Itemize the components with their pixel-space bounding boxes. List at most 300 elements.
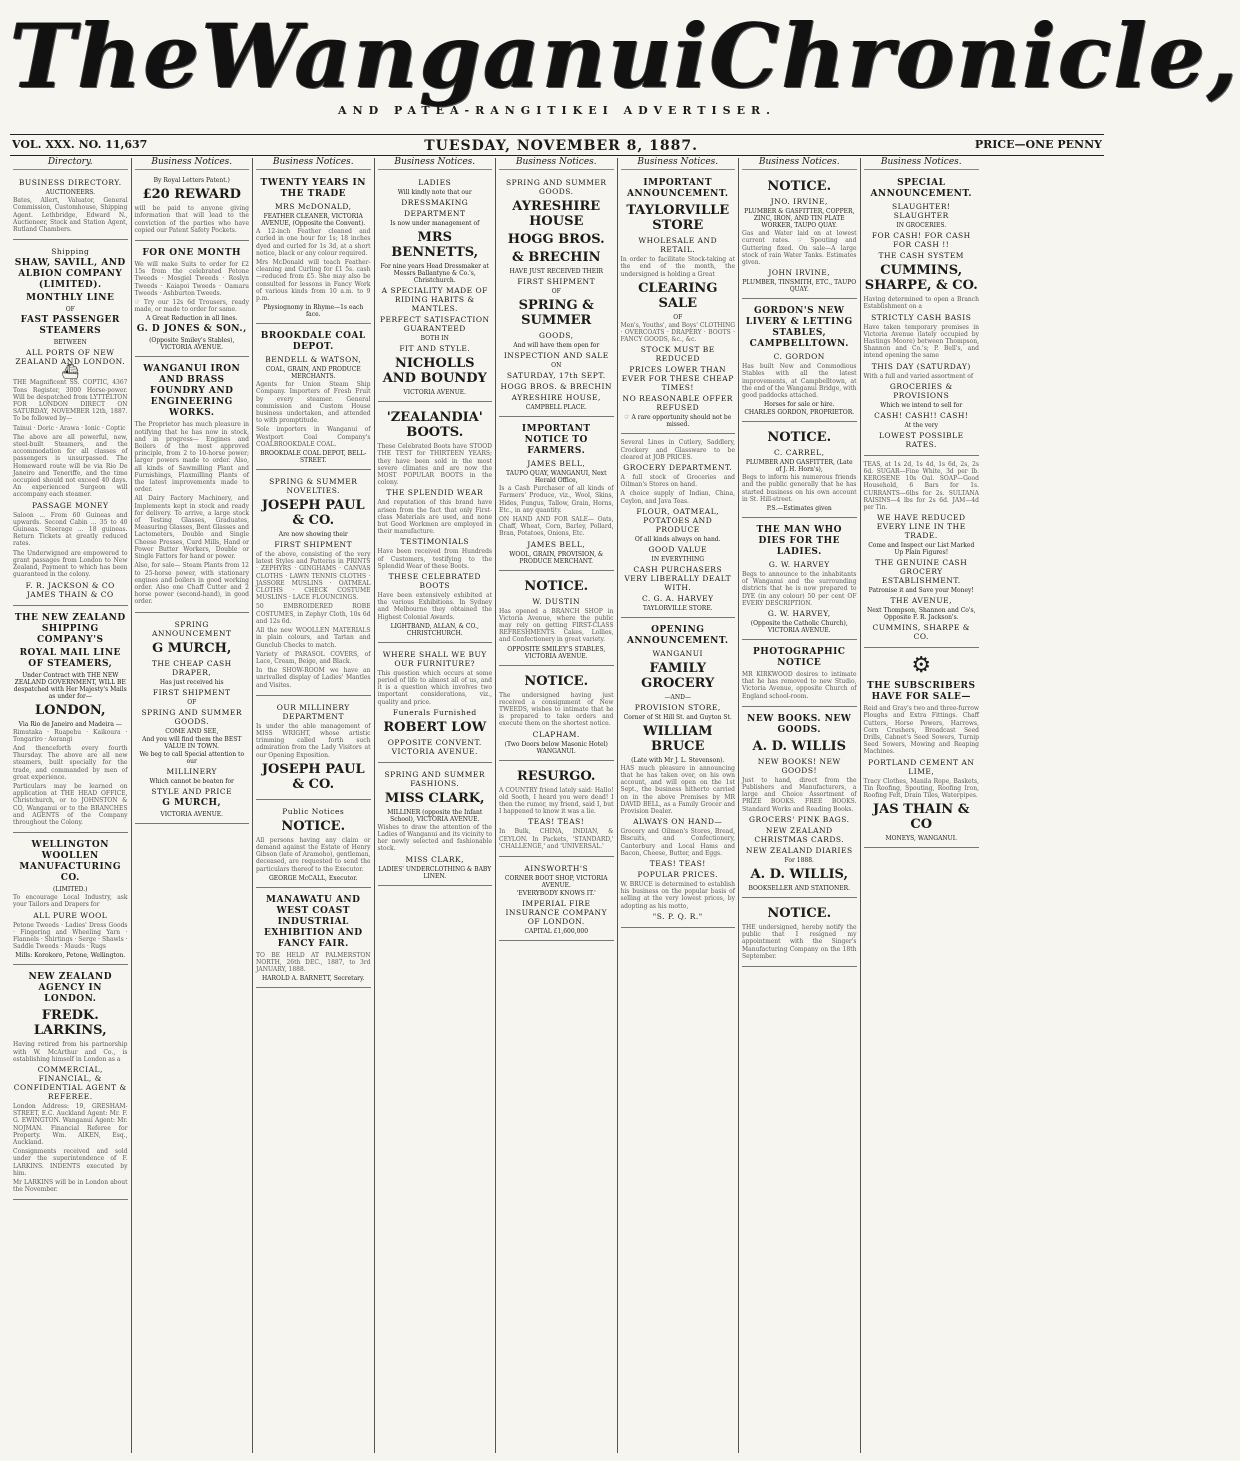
ad-text: And thenceforth every fourth Thursday. The above are all new steamers, built specially for the trade, and commanded by men of great experience. [13,744,128,781]
ad-heading: STYLE AND PRICE [151,786,233,796]
ad-heading: THE NEW ZEALAND SHIPPING COMPANY'S [14,612,126,645]
ad-heading: GORDON'S NEW LIVERY & LETTING STABLES, CAMPBELLTOWN. [745,306,853,350]
ad-heading: By Royal Letters Patent.) [153,177,230,185]
ad-heading: MILLINER (opposite the Infant School), VICTORIA AVENUE. [387,808,483,823]
ad-heading: NEW ZEALAND DIARIES [745,845,853,855]
ad-heading: ALL PURE WOOL [33,910,108,920]
advertisement [499,668,614,761]
ad-text: Sole importers in Wanganui of Westport Coal Company's COALBROOKDALE COAL. [256,426,371,448]
advertisement [621,436,736,617]
ad-heading: JAMES BELL, [527,459,586,469]
ad-heading: 'EVERYBODY KNOWS IT.' [516,890,596,898]
ad-heading: CLAPHAM. [532,729,580,739]
ad-text: The above are all powerful, new, steel-built Steamers, and the accommodation for all classes of passengers is unsurpassed. The Homeward route will be via Rio De Janeiro and Teneriffe, and the time occupied should not exceed 40 days. An experienced Surgeon will accompany each steamer. [13,433,128,499]
advertisement [499,573,614,666]
ad-heading: THIS DAY (SATURDAY) [871,361,971,371]
ad-heading: NEW ZEALAND CHRISTMAS CARDS. [754,825,845,844]
ad-heading: THE MAN WHO DIES FOR THE LADIES. [756,525,842,558]
ad-heading: JNO. IRVINE, [770,197,828,207]
advertisement [864,173,980,456]
ad-heading: MISS CLARK, [384,790,485,806]
ad-heading: HAROLD A. BARNETT, Secretary. [261,975,365,983]
ad-heading: We beg to call Special attention to our [139,750,245,765]
ad-heading: A SPECIALITY MADE OF RIDING HABITS & MANTLES. [381,286,488,314]
ad-text: This question which occurs at some period of life to almost all of us, and it is a question which involves two important considerations, viz., quality and price. [377,669,492,706]
ad-heading: DRESSMAKING [401,198,469,208]
ad-heading: STOCK MUST BE REDUCED [640,345,715,364]
ad-heading: WANGANUI [652,648,704,658]
ad-text: Variety of PARASOL COVERS, of Lace, Cream, Beige, and Black. [256,650,371,665]
ad-heading: GOOD VALUE [648,544,707,554]
ad-heading: MISS CLARK, [405,854,464,864]
ad-heading: P.S.—Estimates given [766,505,832,513]
column-5 [496,158,618,1453]
ad-text: With a full and varied assortment of [863,372,974,380]
ad-text: TO BE HELD AT PALMERSTON NORTH, 26th DEC., 1887, to 3rd JANUARY, 1888. [256,951,371,974]
divider [10,134,1104,135]
ad-heading: VICTORIA AVENUE. [160,810,224,818]
ad-heading: AYRESHIRE HOUSE, [511,393,601,403]
ad-heading: For nine years Head Dressmaker at Messrs Ballantyne & Co.'s, Christchurch. [380,263,489,285]
ad-text: Particulars may be learned on application at THE HEAD OFFICE, Christchurch, or to JOHNSTON & CO, Wanganui or to the BRANCHES and AGENTS of the Company throughout the Colony. [13,782,128,826]
ad-heading: NOTICE. [767,905,832,921]
ad-heading: NOTICE. [767,430,832,446]
ad-heading: Via Rio de Janeiro and Madeira — [18,720,122,728]
ad-text: Agents for Union Steam Ship Company. Importers of Fresh Fruit by every steamer. General commission and Custom House business undertaken, and attended to with promptitude. [256,381,371,425]
ad-text: Grocery and Oilmen's Stores, Bread, Biscuits, and Confectionery, Canterbury and Local Hams and Bacon, Cheese, Butter, and Eggs. [620,828,735,857]
ad-heading: G. D JONES & SON., [136,324,247,335]
ad-heading: £20 REWARD [142,187,241,203]
ad-heading: LONDON, [34,702,106,718]
ad-heading: IN EVERYTHING [651,555,705,563]
ad-heading: NOTICE. [767,179,832,195]
ad-text: Rimutaka · Ruapehu · Kaikoura · Tongariro · Aorangi [13,728,128,743]
ad-heading: SPRING & SUMMER [518,298,594,329]
ad-heading: THE AVENUE, [890,596,953,606]
ad-heading: BOTH IN [420,335,449,343]
ad-heading: (LIMITED.) [53,886,88,894]
ad-heading: MRS BENNETTS, [391,230,479,261]
advertisement [742,642,857,707]
advertisement [864,458,980,648]
ad-text: Also, for sale— Steam Plants from 12 to 25-horse power, with stationary engines and boilers in good working order. Also one Chaff Cutter and 2 horse power (second-hand), in good order. [134,562,249,606]
ad-heading: JOSEPH PAUL & CO. [261,761,365,792]
advertisement [499,763,614,857]
ad-text: A full stock of Groceries and Oilman's Stores on hand. [620,474,735,489]
ad-heading: COME AND SEE, [165,727,219,735]
ad-heading: CLEARING SALE [638,280,718,311]
ad-heading: NOTICE. [524,578,589,594]
ad-heading: (Opposite Smiley's Stables), VICTORIA AVENUE. [149,337,235,352]
ad-heading: CASH! CASH!! CASH! [874,410,969,420]
ad-heading: CAMPBELL PLACE. [525,404,587,412]
ad-text: All persons having any claim or demand against the Estate of Henry Gibson (late of Aramoho), gentleman, deceased, are requested to send the particulars thereof to the Executor. [256,836,371,873]
ad-heading: GROCERY DEPARTMENT. [623,463,733,473]
ad-text: Has opened a BRANCH SHOP in Victoria Avenue, where the public may rely on getting FIRST-CLASS REFRESHMENTS. Cakes, Lollies, and Confectionery in great variety. [499,607,614,644]
title-word-2: Wanganui [201,4,710,108]
ad-heading: NICHOLLS AND BOUNDY [382,356,487,387]
ad-heading: ROBERT LOW [383,719,487,735]
ad-heading: NOTICE. [524,673,589,689]
ad-heading: LADIES' UNDERCLOTHING & BABY LINEN. [378,865,492,880]
ad-heading: PLUMBER AND GASFITTER, (Late of J. H. Horn's), [745,459,853,474]
ad-heading: WANGANUI IRON AND BRASS FOUNDRY AND ENGINEERING WORKS. [143,364,241,419]
advertisement [13,967,128,1200]
ad-text: All Dairy Factory Machinery, and Implements kept in stock and ready for delivery. To arrive, a large stock of Testing Glasses, Graduates, Measuring Glasses, Bent Glasses and Lactometers, Double and Single Cheese Presses, Curd Mills, Hand or Power Butter Workers, Double or Single Fattors for hand or power. [134,495,249,561]
ad-heading: 'ZEALANDIA' BOOTS. [386,410,483,441]
ad-heading: FAMILY GROCERY [641,660,715,691]
column-2 [132,158,254,1453]
ad-heading: SPRING AND SUMMER GOODS. [505,178,607,197]
ad-heading: IMPORTANT ANNOUNCEMENT. [626,178,729,200]
ad-heading: FIT AND STYLE. [399,344,471,354]
title-word-3: Chronicle, [709,4,1240,108]
column-heading: Directory. [13,158,128,170]
masthead [0,0,1240,140]
ad-heading: SATURDAY, 17th SEPT. [506,371,606,381]
ad-text: 50 EMBROIDERED ROBE COSTUMES, in Zephyr Cloth, 10s 6d and 12s 6d. [256,603,371,625]
ad-text: Consignments received and sold under the superintendence of F. LARKINS. INDENTS executed by him. [13,1148,128,1177]
ad-heading: LOWEST POSSIBLE RATES. [878,430,964,449]
ad-heading: GROCERS' PINK BAGS. [749,814,850,824]
ad-heading: CORNER BOOT SHOP, VICTORIA AVENUE. [504,875,608,890]
newspaper-title [10,4,1240,108]
ad-heading: ON [551,362,562,370]
ad-text: The Underwigned are empowered to grant passages from London to New Zealand, Payment to which has been guaranteed in the colony. [13,549,128,579]
advertisement [256,472,371,696]
ad-heading: (Two Doors below Masonic Hotel) WANGANUI. [504,740,608,755]
price: PRICE—ONE PENNY [974,138,1102,151]
ad-heading: FLOUR, OATMEAL, POTATOES AND PRODUCE [636,506,720,534]
ad-heading: Funerals Furnished [392,707,477,717]
ship-icon: ⛴ [61,364,80,381]
ad-heading: FIRST SHIPMENT [152,687,231,697]
ad-heading: A. D. WILLIS, [750,866,848,882]
ad-heading: Corner of St Hill St. and Guyton St. [623,713,732,721]
ad-heading: RESURGO. [517,768,596,784]
ad-text: will be paid to anyone giving information that will lead to the conviction of the parties who have copied our Patent Safety Pockets. [134,205,249,234]
ad-heading: C. G. A. HARVEY [641,593,714,603]
ad-heading: Horses for sale or hire. [764,401,835,409]
ad-heading: MRS McDONALD, [275,202,352,212]
ad-heading: At the very [904,421,938,429]
ad-heading: OF [673,313,683,321]
plough-icon: ⚙ [911,653,932,679]
ad-heading: BETWEEN [53,339,87,347]
ad-heading: Under Contract with THE NEW ZEALAND GOVERNMENT, WILL BE despatched with Her Majesty's Mails as under for— [13,671,127,700]
ad-heading: POPULAR PRICES. [637,870,718,880]
advertisement [742,301,857,422]
ad-heading: C. CARREL, [773,448,825,458]
ad-heading: Public Notices [282,806,345,816]
ad-text: London Address: 19, GRESHAM-STREET, E.C. Auckland Agent: Mr. F. G. EWINGTON. Wanganui Agent: Mr. NOJMAN. Financial Referee for Property. Wm. AIKEN, Esq., Auckland. [13,1102,128,1146]
ad-heading: FIRST SHIPMENT [274,540,353,550]
advertisement [499,419,614,570]
ad-text: THE Magnificent SS. COPTIC, 4367 Tons Register, 3000 Horse-power. Will be despatched from LYTTELTON FOR LONDON DIRECT ON SATURDAY, NOVEMBER 12th, 1887. To be followed by— [13,379,128,423]
ad-heading: WHOLESALE AND RETAIL. [638,236,718,255]
advertisement [742,900,857,967]
ad-text: THE undersigned, hereby notify the public that I resigned my appointment with the Singer's Manufacturing Company on the 18th September. [742,923,857,960]
advertisement [13,242,128,605]
ad-text: Have been received from Hundreds of Customers, testifying to the Splendid Wear of these Boots. [377,548,492,570]
advertisement [378,765,493,886]
ad-text: Have been extensively exhibited at the various Exhibitions. In Sydney and Melbourne they obtained the Highest Colonial Awards. [377,592,492,621]
dateline [12,138,1102,154]
ad-heading: TAYLORVILLE STORE [626,203,730,234]
ad-heading: G. W. HARVEY, [767,609,831,619]
ad-heading: AYRESHIRE HOUSE [512,199,601,230]
column-heading: Business Notices. [378,158,493,170]
advertisement [742,520,857,640]
ad-heading: STRICTLY CASH BASIS [871,312,972,322]
volume-number: VOL. XXX. NO. 11,637 [12,138,148,151]
ad-heading: MILLINERY [166,766,217,776]
ad-heading: FOR CASH! FOR CASH FOR CASH !! [871,231,971,250]
column-4 [375,158,497,1453]
column-heading: Business Notices. [135,158,250,170]
ad-heading: VICTORIA AVENUE. [403,389,467,397]
column-6 [618,158,740,1453]
ad-heading: W. DUSTIN [532,596,581,606]
ad-heading: BUSINESS DIRECTORY. [18,178,122,188]
ad-heading: Mills: Korokoro, Petone, Wellington. [15,952,126,960]
ad-heading: WILLIAM BRUCE [642,723,713,754]
ad-heading: G. W. HARVEY [768,560,830,570]
ad-heading: MONEYS, WANGANUI. [885,835,958,843]
ad-heading: THE SUBSCRIBERS HAVE FOR SALE— [867,681,976,703]
ad-heading: JAMES BELL, [527,539,586,549]
ad-text: Mr LARKINS will be in London about the November. [13,1179,128,1194]
ad-heading: NEW BOOKS. NEW GOODS. [747,713,852,735]
ad-heading: Patronise it and Save your Money! [868,587,974,595]
advertisement [256,802,371,888]
ad-text: Bates, Allert, Valuator, General Commission, Customhouse, Shipping Agent. Lethbridge, Edward N., Auctioneer, Stock and Station Agent, Rutland Chambers. [13,197,128,234]
ad-heading: COAL, GRAIN, AND PRODUCE MERCHANTS. [265,366,361,381]
ad-heading: TEAS! TEAS! [649,859,706,869]
ad-text: Mrs McDonald will teach Feather-cleaning and Curling for £1 5s. cash—reduced from £5. She may also be consulted for lessons in Fancy Work of various kinds from 10 a.m. to 9 p.m. [256,259,371,303]
ad-text: Men's, Youths', and Boys' CLOTHING · OVERCOATS · DRAPERY · BOOTS · FANCY GOODS, &c., &c. [620,321,735,344]
ad-heading: Shipping [51,247,90,257]
ad-heading: SPRING AND SUMMER FASHIONS. [384,769,486,788]
ad-text: Saloon ... From 60 Guineas and upwards. Second Cabin ... 35 to 40 Guineas. Steerage ... 18 guineas. Return Tickets at greatly reduced rates. [13,511,128,548]
ad-heading: INSPECTION AND SALE [503,351,609,361]
ad-text: Several Lines in Cutlery, Saddlery, Crockery and Glassware to be cleared at JOB PRICES. [620,439,735,461]
ad-heading: FAST PASSENGER STEAMERS [20,315,120,337]
ad-heading: SPECIAL ANNOUNCEMENT. [870,178,973,200]
ad-text: We will make Suits to order for £2 15s from the celebrated Petone Tweeds · Mosgiel Tweeds · Roslyn Tweeds · Kaiapoi Tweeds · Oamaru Tweeds · Ashburton Tweeds. [134,261,249,297]
ad-heading: G MURCH, [152,640,232,656]
divider [10,155,1104,156]
ad-text: Begs to announce to the inhabitants of Wanganui and the surrounding districts that he is now prepared to DYE (in any colour) 50 per cent OF EVERY DESCRIPTION. [742,571,857,607]
ad-heading: TEAS! TEAS! [528,817,585,827]
ad-heading: C. GORDON [773,352,825,362]
ad-heading: OPENING ANNOUNCEMENT. [626,624,729,646]
ad-heading: WOOL, GRAIN, PROVISION, & PRODUCE MERCHANT. [509,550,604,565]
ad-heading: OPPOSITE SMILEY'S STABLES, VICTORIA AVENUE. [507,645,606,660]
ad-heading: SPRING & SUMMER NOVELTIES. [269,477,358,496]
ad-heading: ROYAL MAIL LINE OF STEAMERS, [19,647,121,669]
ad-heading: NEW BOOKS! NEW GOODS! [757,756,841,775]
ad-heading: Will kindly note that our [397,189,472,197]
column-1 [10,158,132,1453]
ad-heading: AUCTIONEERS. [45,189,96,197]
ad-heading: TESTIMONIALS [400,537,469,547]
ad-heading: CAPITAL £1,600,000 [524,928,589,936]
ad-heading: Are now showing their [278,531,348,539]
advertisement [13,608,128,834]
ad-text: Is under the able management of MISS WRIGHT, whose artistic trimming called forth such admiration from the Lady Visitors at our Opening Exposition. [256,722,371,759]
ad-heading: FEATHER CLEANER, VICTORIA AVENUE, (Opposite the Convent). [261,213,366,228]
advertisement [13,835,128,965]
ad-heading: OF [551,288,561,296]
advertisement [135,615,250,824]
ad-heading: F. R. JACKSON & CO JAMES THAIN & CO [25,580,115,599]
ad-heading: GROCERIES & PROVISIONS [889,381,953,400]
advertisement [378,404,493,643]
ad-text: MR KIRKWOOD desires to intimate that he has removed to new Studio, Victoria Avenue, opposite Church of England school-room. [742,671,857,700]
column-8 [861,158,983,1453]
ad-text: A COUNTRY friend lately said: Hallo! old Sooth, I heard you were dead! I then the rumor, my friend, said I, but I happened to know it was a lie. [499,786,614,816]
ad-heading: PERFECT SATISFACTION GUARANTEED [379,315,490,334]
ad-heading: NO REASONABLE OFFER REFUSED [622,394,733,413]
ad-heading: BOOKSELLER AND STATIONER. [748,884,851,892]
ad-heading: OUR MILLINERY DEPARTMENT [276,702,350,721]
ad-text: In order to facilitate Stock-taking at the end of the month, the undersigned is holding a Great [620,256,735,278]
ad-text: TEAS, at 1s 2d, 1s 4d, 1s 6d, 2s, 2s 6d. SUGAR—Fine White, 3d per lb. KEROSENE 10s Oal. SOAP—Good Household, 6 Bars for 1s. CURRANTS—6lbs for 2s. SULTANA RAISINS—4 lbs for 2s 6d. JAM—4d per Tin. [863,460,979,512]
ad-heading: Physiognomy in Rhyme—1s each face. [263,304,364,319]
ad-text: Has built New and Commodious Stables with all the latest improvements, at Campbelltown, at the end of the Wanganui Bridge, with good paddocks attached. [742,363,857,400]
ad-heading: THE CHEAP CASH DRAPER, [151,658,232,677]
ad-heading: And will have them open for [513,342,600,350]
ad-heading: (Opposite the Catholic Church), VICTORIA AVENUE. [750,620,848,635]
advertisement [378,645,493,763]
ad-heading: "S. P. Q. R." [652,911,703,921]
column-heading: Business Notices. [621,158,736,170]
ad-heading: PLUMBER & GASFITTER, COPPER, ZINC, IRON, AND TIN PLATE WORKER, TAUPO QUAY. [744,208,855,230]
ad-heading: Which we intend to sell for [880,401,963,409]
ad-heading: HOGG BROS. [507,232,605,248]
ad-heading: ALWAYS ON HAND— [633,817,723,827]
ad-text: To encourage Local Industry, ask your Tailors and Drapers for [13,894,128,909]
ad-text: Have taken temporary premises in Victoria Avenue (lately occupied by Hastings Moore) between Thompson, Shannon and Co.'s; P. Bell's, and intend opening the same [863,323,979,360]
ad-text: Having determined to open a Branch Establishment on a [863,296,979,311]
ad-heading: CUMMINS, SHARPE & CO. [872,623,970,642]
ad-text: And reputation of this brand have arisen from the fact that only First-class Materials are used, and none but Good Workmen are employed in their manufacture. [377,499,492,536]
ad-heading: BROOKDALE COAL DEPOT, BELL-STREET. [260,450,367,465]
ad-heading: SPRING AND SUMMER GOODS. [141,707,243,726]
advertisement [499,859,614,941]
ad-heading: IMPERIAL FIRE INSURANCE COMPANY OF LONDON. [505,899,608,927]
ad-heading: JAS THAIN & CO [873,802,970,833]
ad-heading: PASSAGE MONEY [31,500,109,510]
ad-heading: PHOTOGRAPHIC NOTICE [753,647,846,669]
ad-heading: TWENTY YEARS IN THE TRADE [260,178,366,200]
issue-date: TUESDAY, NOVEMBER 8, 1887. [424,138,698,154]
advertisement [864,650,980,848]
ad-heading: IN GROCERIES. [896,222,947,230]
ad-text: Begs to inform his numerous friends and the public generally that he has started business on his own account in St. Hill-street. [742,474,857,503]
advertisement [135,359,250,612]
ad-heading: TAUPO QUAY, WANGANUI, Next Herald Office, [506,470,607,485]
ad-text: Is a Cash Purchaser of all kinds of Farmers' Produce, viz., Wool, Skins, Hides, Fungus, Tallow, Grain, Horns, Etc., in any quantity. [499,485,614,514]
ad-heading: Which cannot be beaten for [149,777,234,785]
ad-heading: PROVISION STORE, [634,702,721,712]
advertisement [135,173,250,241]
ad-heading: PLUMBER, TINSMITH, ETC., TAUPO QUAY. [742,279,857,294]
ad-heading: WELLINGTON WOOLLEN MANUFACTURING CO. [19,840,122,884]
advertisement [621,620,736,928]
ad-heading: THE CASH SYSTEM [878,251,964,261]
ad-text: HAS much pleasure in announcing that he has taken over, on his own account, and will open on the 1st Sept., the business hitherto carried on in the above Premises by MR DAVID BELL, as a Family Grocer and Provision Dealer. [620,764,735,816]
ad-heading: For 1888. [784,856,814,864]
ad-heading: JOSEPH PAUL & CO. [261,498,365,529]
advertisement [742,709,857,898]
advertisement [499,173,614,417]
ad-heading: TAYLORVILLE STORE. [642,604,713,612]
ad-heading: THE GENUINE CASH GROCERY ESTABLISHMENT. [875,558,968,586]
advertisement [256,890,371,989]
ad-heading: G MURCH, [162,797,222,808]
ad-heading: GOODS, [538,331,574,341]
ad-heading: NEW ZEALAND AGENCY IN LONDON. [28,972,113,1005]
ad-heading: Is now under management of [390,220,480,228]
ad-heading: WE HAVE REDUCED EVERY LINE IN THE TRADE. [876,513,966,541]
ad-heading: CASH PURCHASERS VERY LIBERALLY DEALT WITH. [624,564,732,592]
column-heading: Business Notices. [499,158,614,170]
ad-heading: BROOKDALE COAL DEPOT. [260,331,366,353]
column-heading: Business Notices. [742,158,857,170]
ad-text: Wishes to draw the attention of the Ladies of Wanganui and its vicinity to her newly selected and fashionable stock. [377,823,492,853]
advertisement [256,698,371,800]
ad-heading: Has just received his [159,678,224,686]
ad-heading: SPRING ANNOUNCEMENT [151,619,232,638]
ad-heading: GEORGE McCALL, Executor. [268,874,358,882]
columns-container [10,158,1104,1453]
ad-heading: SHAW, SAVILL, AND ALBION COMPANY (LIMITED). [14,258,126,291]
column-heading: Business Notices. [864,158,980,170]
ad-heading: THE SPLENDID WEAR [386,488,484,498]
advertisement [13,173,128,240]
ad-text: Having retired from his partnership with W. McArthur and Co., is establishing himself in London as a [13,1041,128,1063]
ad-heading: NOTICE. [281,818,346,834]
advertisement [256,326,371,470]
ad-heading: ALL PORTS OF NEW ZEALAND AND LONDON. [15,348,126,367]
ad-heading: OF [65,306,75,314]
ad-text: Petone Tweeds · Ladies' Dress Goods · Fingering and Wheeling Yarn · Flannels · Shirtings · Serge · Shawls · Saddle Tweeds · Mauds · Rugs [13,921,128,951]
advertisement [135,243,250,357]
ad-heading: HAVE JUST RECEIVED THEIR [509,268,604,276]
ad-text: All the new WOOLLEN MATERIALS in plain colours, and Tartan and Gunclub Checks to match. [256,627,371,649]
ad-heading: HOGG BROS. & BRECHIN [500,382,612,392]
ad-heading: JOHN IRVINE, [768,268,831,278]
ad-text: A choice supply of Indian, China, Ceylon, and Java Teas. [620,490,735,505]
ad-heading: LIGHTBAND, ALLAN, & CO., CHRISTCHURCH. [390,622,479,637]
title-word-1: The [10,4,202,108]
ad-heading: COMMERCIAL, FINANCIAL, & CONFIDENTIAL AGENT & REFEREE. [13,1064,127,1101]
ad-text: W. BRUCE is determined to establish his business on the popular basis of selling at the very lowest prices, by adopting as his motto, [620,881,735,910]
ad-text: The Proprietor has much pleasure in notifying that he has now in stock, and in progress— Engines and Boilers of the most approved principle, from 2 to 10-horse power; larger powers made to order. Also, all kinds of Sawmilling Plant and Furnishings, Flaxmilling Plants of the latest improvements made to order. [134,421,249,494]
ad-heading: PRICES LOWER THAN EVER FOR THESE CHEAP TIMES! [621,365,734,393]
ad-heading: BENDELL & WATSON, [265,355,362,365]
ad-heading: DEPARTMENT [404,209,466,219]
column-heading: Business Notices. [256,158,371,170]
ad-text: ON HAND AND FOR SALE— Oats, Chaff, Wheat, Corn, Barley, Pollard, Bran, Potatoes, Onions, Etc. [499,516,614,538]
advertisement [621,173,736,434]
ad-text: Reid and Gray's two and three-furrow Ploughs and Extra Fittings. Chaff Cutters, Horse Powers, Harrows, Corn Crushers, Broadcast Seed Drills, Cabnet's Seed Sowers, Turnip Seed Sowers, Mowing and Reaping Machines. [863,705,979,756]
ad-heading: OF [187,698,197,706]
ad-text: Just to hand, direct from the Publishers and Manufacturers, a large and Choice Assortment of PRIZE BOOKS. FREE BOOKS. Standard Works and Reading Books. [742,776,857,813]
ad-heading: A Great Reduction in all lines. [146,315,238,323]
